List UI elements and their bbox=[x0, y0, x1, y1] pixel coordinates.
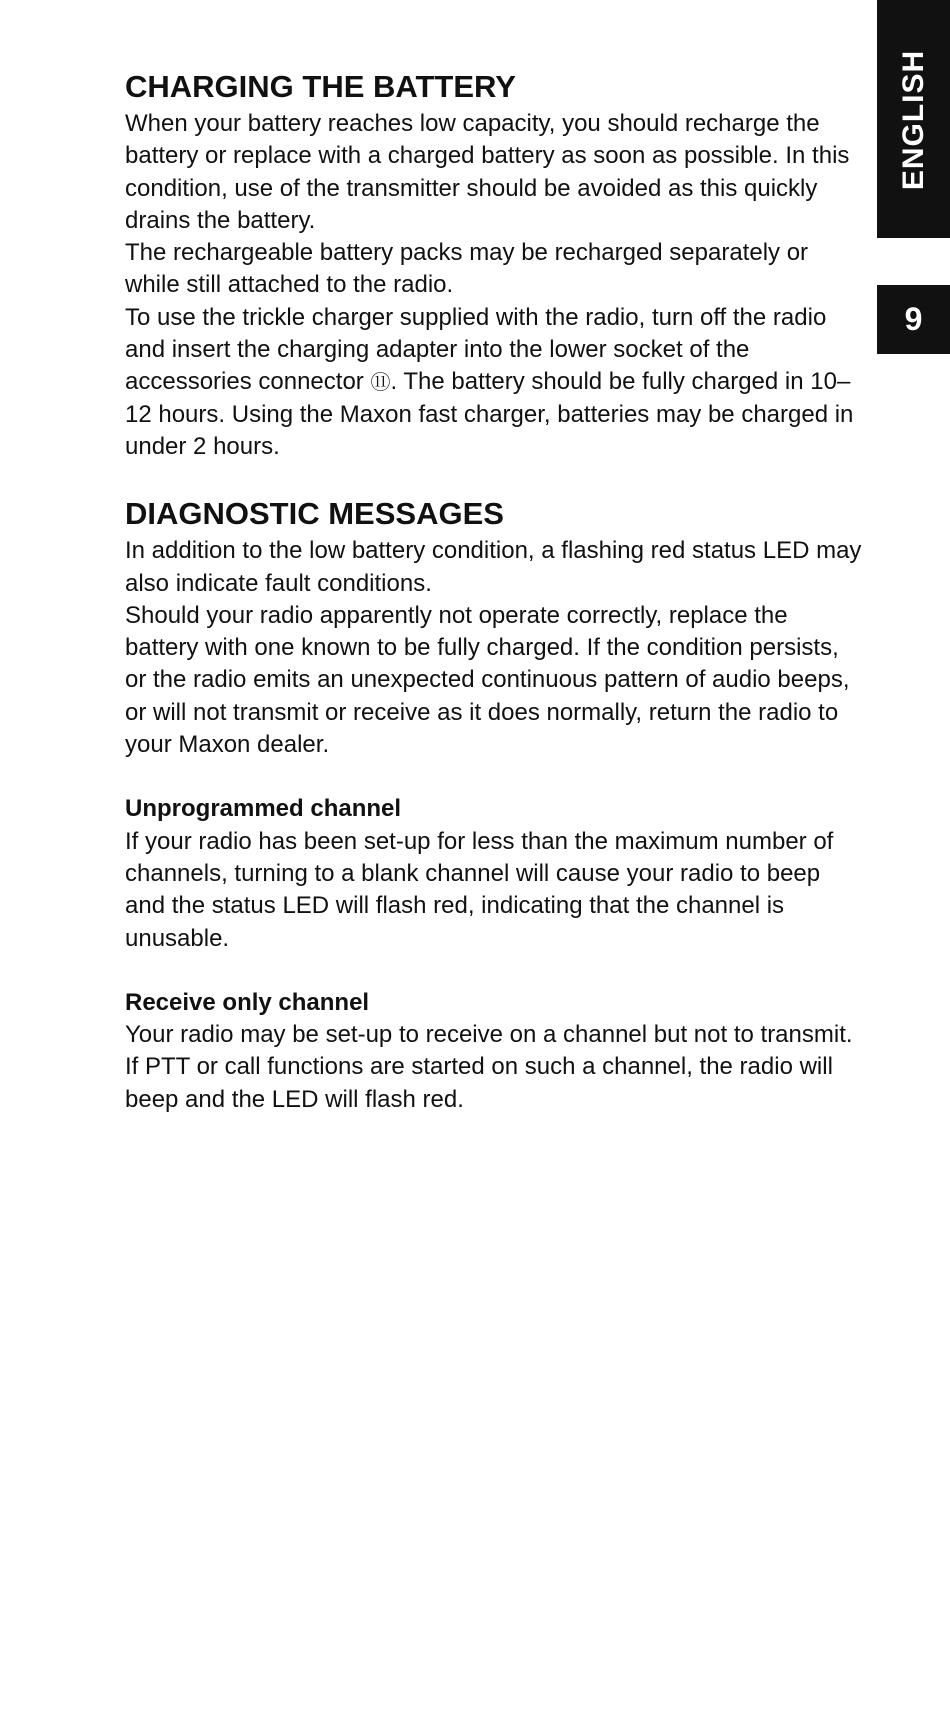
page-number: 9 bbox=[904, 301, 923, 337]
charging-section bbox=[125, 66, 865, 463]
charging-paragraph-1: When your battery reaches low capacity, you should recharge the battery or replace with a charged battery as soon as possible. In this condition, use of the transmitter should be avoided as this quickly drains the battery. bbox=[125, 110, 850, 234]
charging-paragraph-3-end: . The battery should be fully charged in 10–12 hours. Using the Maxon fast charger, batteries may be charged in under 2 hours. bbox=[125, 368, 854, 460]
charging-paragraph-3 bbox=[125, 302, 865, 463]
unprogrammed-channel-text: If your radio has been set-up for less than the maximum number of channels, turning to a blank channel will cause your radio to beep and the status LED will flash red, indicating that the channel is unusable. bbox=[125, 827, 834, 952]
diagnostic-section bbox=[125, 493, 865, 761]
page-number-tab bbox=[877, 285, 950, 354]
charging-heading: CHARGING THE BATTERY bbox=[125, 69, 516, 104]
unprogrammed-channel-section bbox=[125, 793, 865, 954]
language-tab bbox=[877, 0, 950, 238]
charging-paragraph-3-start: To use the trickle charger supplied with the radio, turn off the radio and insert the charging adapter into the lower socket of the accessories connector bbox=[125, 303, 827, 396]
connector-number-symbol: ⑪ bbox=[370, 370, 391, 395]
charging-paragraph-2: The rechargeable battery packs may be recharged separately or while still attached to the radio. bbox=[125, 239, 809, 299]
receive-only-channel-section bbox=[125, 987, 865, 1116]
page-content bbox=[125, 66, 865, 1116]
receive-only-channel-text: Your radio may be set-up to receive on a channel but not to transmit. If PTT or call functions are started on such a channel, the radio will beep and the LED will flash red. bbox=[125, 1021, 853, 1113]
language-tab-label: ENGLISH bbox=[896, 49, 930, 191]
diagnostic-paragraph-2: Should your radio apparently not operate correctly, replace the battery with one known to be fully charged. If the condition persists, or the radio emits an unexpected continuous pattern of audio beeps, or will not transmit or receive as it does normally, return the radio to your Maxon dealer. bbox=[125, 601, 850, 759]
receive-only-channel-heading: Receive only channel bbox=[125, 988, 370, 1016]
unprogrammed-channel-heading: Unprogrammed channel bbox=[125, 795, 402, 823]
diagnostic-heading: DIAGNOSTIC MESSAGES bbox=[125, 496, 504, 532]
diagnostic-paragraph-1: In addition to the low battery condition, a flashing red status LED may also indicate fault conditions. bbox=[125, 537, 862, 597]
